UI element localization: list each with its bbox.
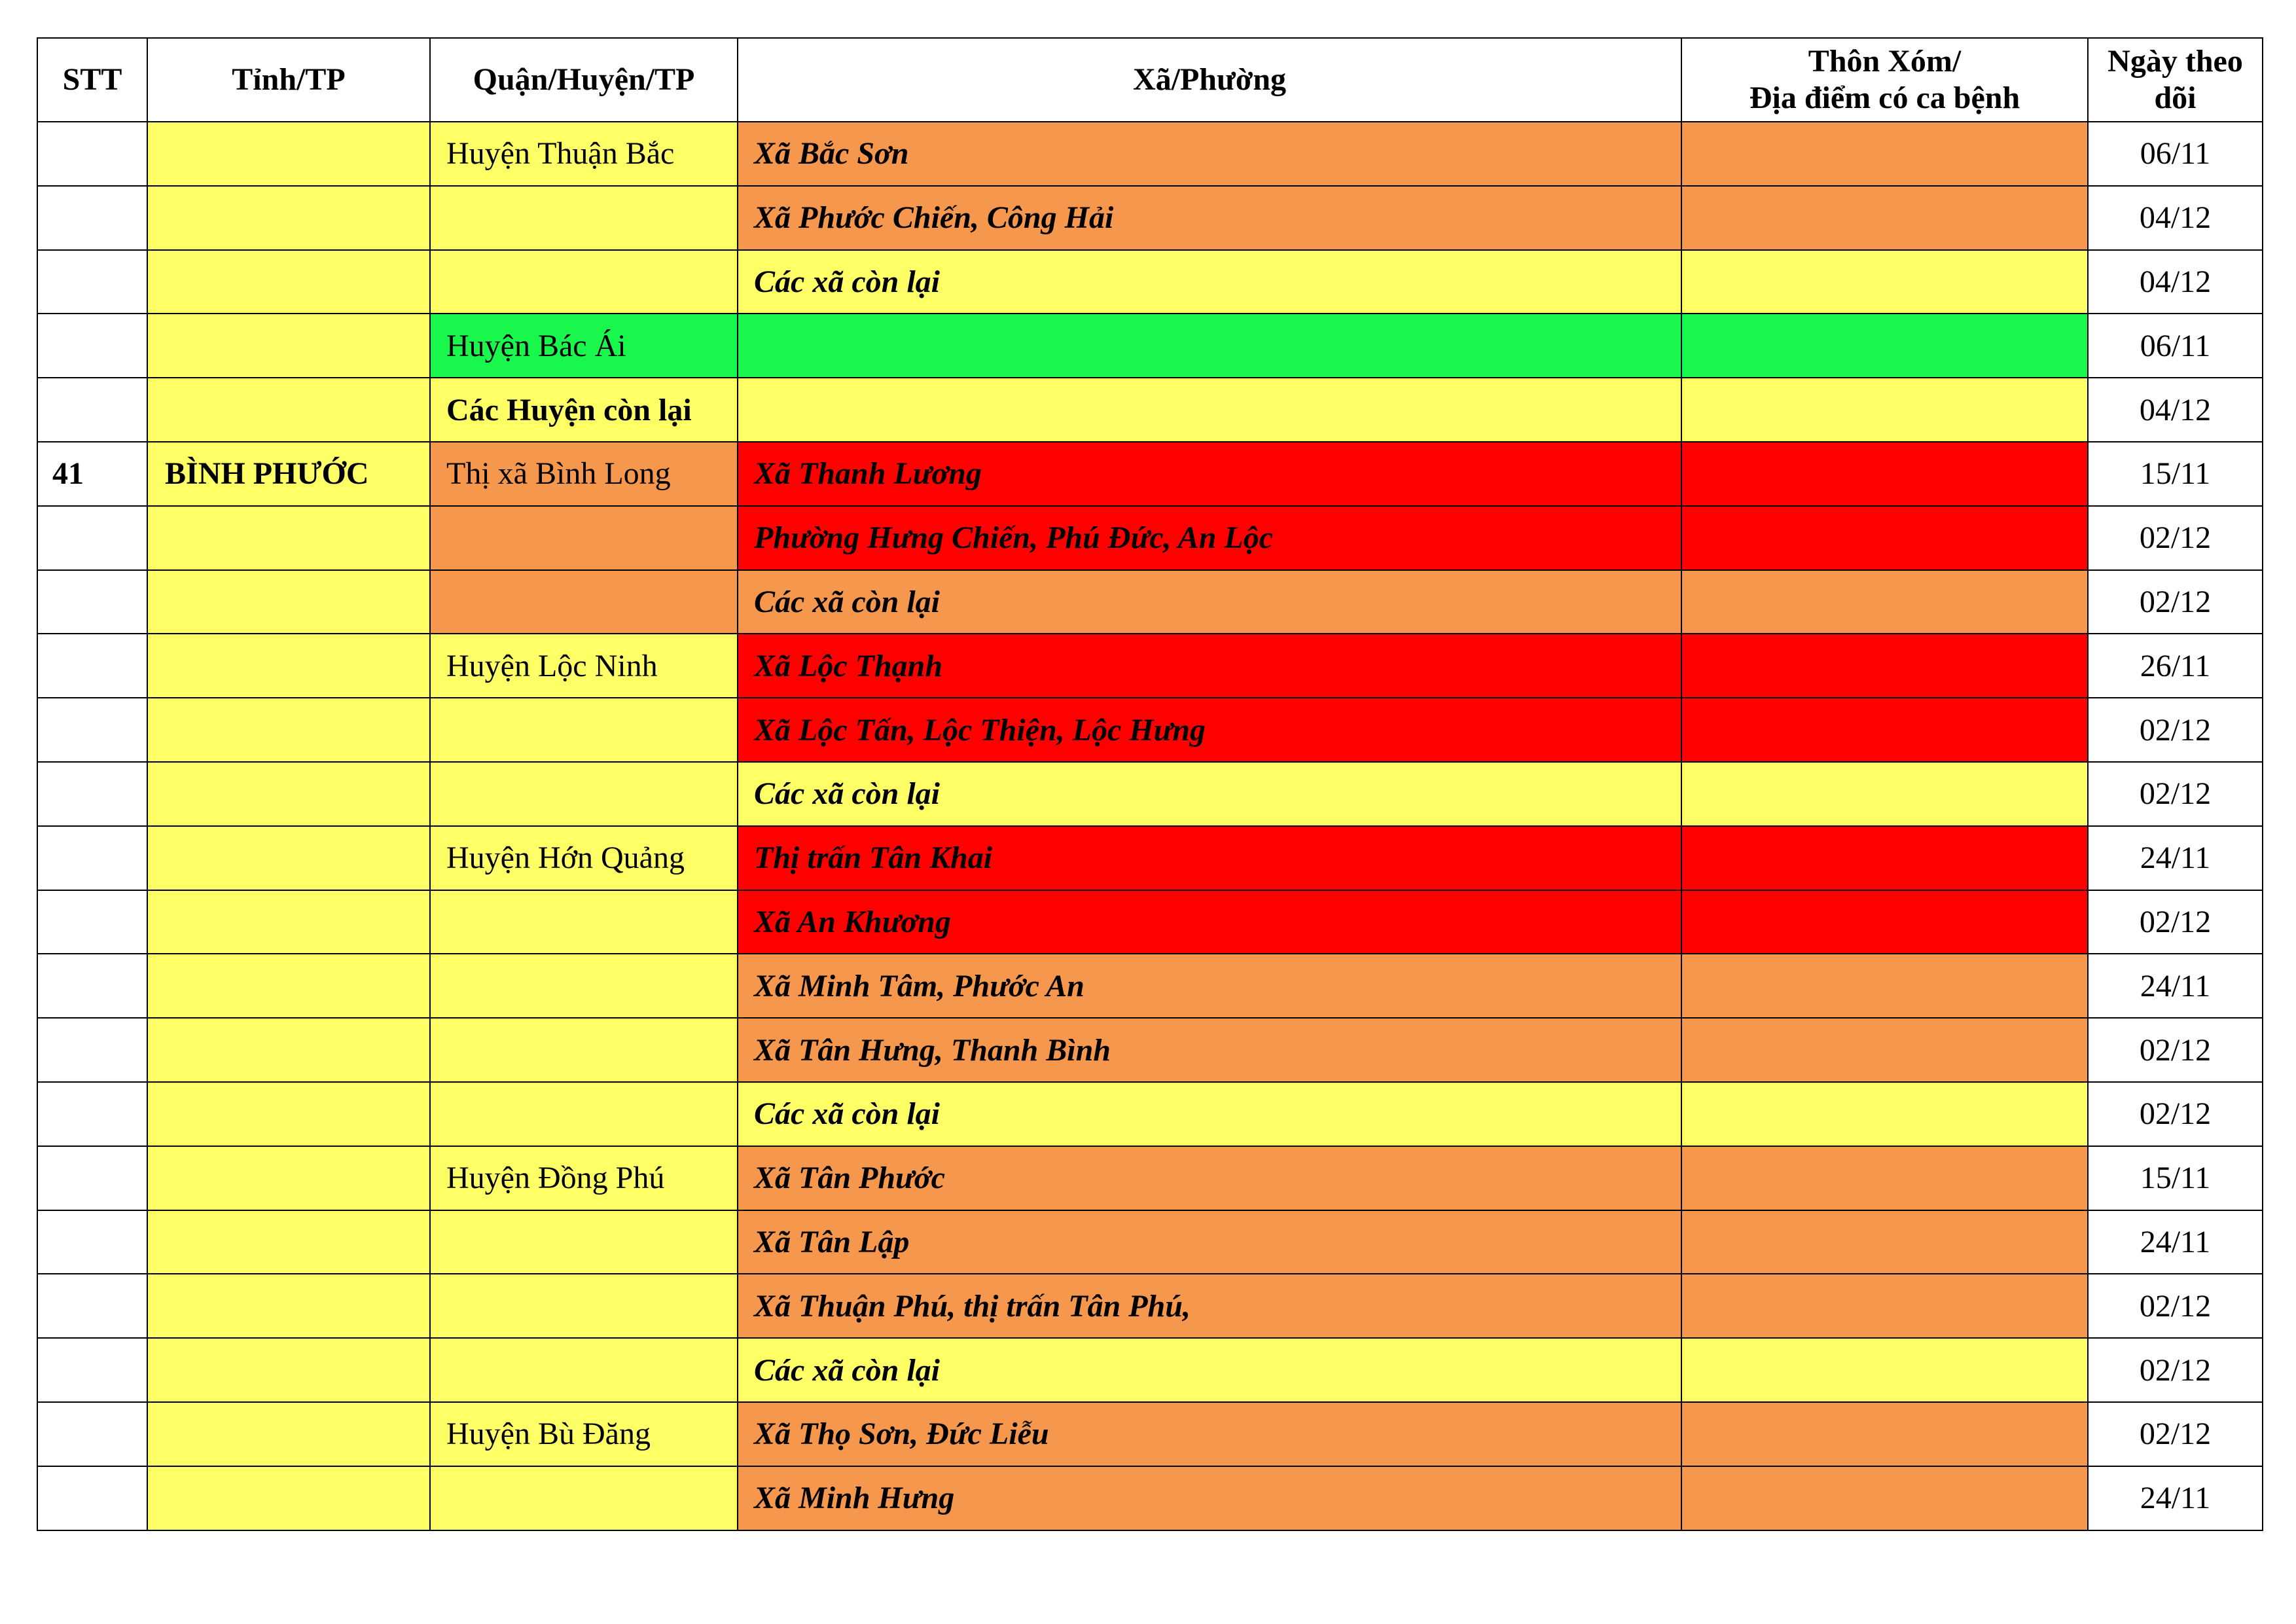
table-row [37,442,2263,506]
cell-stt [37,314,147,378]
cell-district [430,954,738,1018]
cell-ward [738,378,1681,442]
cell-province [147,1466,430,1530]
cell-district: Huyện Bác Ái [430,314,738,378]
table-row [37,122,2263,186]
cell-ward: Xã Phước Chiến, Công Hải [738,186,1681,250]
cell-province [147,954,430,1018]
cell-village [1681,954,2088,1018]
cell-ward: Xã Tân Hưng, Thanh Bình [738,1018,1681,1082]
cell-date: 02/12 [2088,1082,2263,1146]
cell-date: 04/12 [2088,378,2263,442]
cell-stt [37,122,147,186]
cell-stt [37,826,147,890]
cell-village [1681,250,2088,314]
cell-village [1681,762,2088,826]
header-village-line2: Địa điểm có ca bệnh [1749,81,2020,115]
cell-province [147,314,430,378]
cell-village [1681,1146,2088,1210]
header-stt: STT [37,38,147,122]
cell-date: 15/11 [2088,442,2263,506]
cell-district [430,698,738,762]
cell-stt [37,1018,147,1082]
cell-ward: Phường Hưng Chiến, Phú Đức, An Lộc [738,506,1681,570]
cell-village [1681,378,2088,442]
cell-ward: Xã Thanh Lương [738,442,1681,506]
header-row [37,38,2263,122]
table-row [37,1146,2263,1210]
cell-village [1681,442,2088,506]
cell-date: 02/12 [2088,698,2263,762]
cell-province [147,1402,430,1466]
covid-risk-table [37,37,2263,1531]
cell-date: 04/12 [2088,250,2263,314]
cell-date: 02/12 [2088,506,2263,570]
cell-province [147,1018,430,1082]
cell-province [147,1210,430,1274]
cell-district [430,1082,738,1146]
cell-date: 24/11 [2088,1210,2263,1274]
table-row [37,1338,2263,1402]
table-row [37,634,2263,698]
cell-village [1681,1082,2088,1146]
cell-province [147,1082,430,1146]
cell-district [430,506,738,570]
cell-stt [37,954,147,1018]
cell-date: 15/11 [2088,1146,2263,1210]
table-body [37,122,2263,1530]
cell-date: 24/11 [2088,1466,2263,1530]
cell-village [1681,506,2088,570]
cell-stt [37,1210,147,1274]
table-row [37,1274,2263,1338]
cell-stt [37,378,147,442]
cell-village [1681,570,2088,634]
cell-ward: Xã Minh Hưng [738,1466,1681,1530]
cell-province [147,890,430,954]
cell-village [1681,826,2088,890]
table-row [37,314,2263,378]
cell-stt [37,1466,147,1530]
cell-village [1681,890,2088,954]
cell-ward: Xã Tân Phước [738,1146,1681,1210]
cell-district [430,890,738,954]
cell-province [147,762,430,826]
table-row [37,826,2263,890]
table-row [37,1082,2263,1146]
cell-stt [37,1338,147,1402]
cell-village [1681,1402,2088,1466]
cell-district [430,570,738,634]
cell-ward [738,314,1681,378]
cell-district [430,1338,738,1402]
cell-village [1681,698,2088,762]
table-row [37,890,2263,954]
cell-district: Các Huyện còn lại [430,378,738,442]
cell-village [1681,1274,2088,1338]
cell-stt [37,1274,147,1338]
cell-village [1681,1338,2088,1402]
cell-district [430,1018,738,1082]
cell-province: BÌNH PHƯỚC [147,442,430,506]
cell-date: 02/12 [2088,890,2263,954]
cell-district [430,762,738,826]
cell-ward: Các xã còn lại [738,570,1681,634]
cell-date: 04/12 [2088,186,2263,250]
cell-ward: Xã Lộc Tấn, Lộc Thiện, Lộc Hưng [738,698,1681,762]
cell-ward: Xã Thọ Sơn, Đức Liễu [738,1402,1681,1466]
table-row [37,250,2263,314]
cell-district: Huyện Đồng Phú [430,1146,738,1210]
cell-village [1681,122,2088,186]
cell-stt: 41 [37,442,147,506]
table-row [37,698,2263,762]
table-row [37,954,2263,1018]
table-row [37,1466,2263,1530]
cell-district: Huyện Hớn Quảng [430,826,738,890]
cell-date: 24/11 [2088,826,2263,890]
cell-village [1681,186,2088,250]
cell-province [147,506,430,570]
cell-date: 02/12 [2088,1338,2263,1402]
cell-province [147,1274,430,1338]
table-row [37,378,2263,442]
cell-stt [37,698,147,762]
cell-ward: Các xã còn lại [738,1338,1681,1402]
header-date-line1: Ngày theo [2108,44,2243,79]
cell-village [1681,1210,2088,1274]
cell-date: 02/12 [2088,1018,2263,1082]
table-row [37,1210,2263,1274]
header-date-line2: dõi [2154,81,2197,115]
cell-date: 02/12 [2088,1274,2263,1338]
cell-ward: Xã Bắc Sơn [738,122,1681,186]
table-row [37,1018,2263,1082]
cell-date: 26/11 [2088,634,2263,698]
table-row [37,186,2263,250]
cell-province [147,378,430,442]
cell-village [1681,634,2088,698]
cell-date: 06/11 [2088,122,2263,186]
cell-ward: Xã Lộc Thạnh [738,634,1681,698]
cell-stt [37,762,147,826]
cell-district: Huyện Bù Đăng [430,1402,738,1466]
cell-province [147,250,430,314]
cell-district: Huyện Lộc Ninh [430,634,738,698]
cell-province [147,186,430,250]
cell-stt [37,186,147,250]
cell-district [430,1210,738,1274]
cell-ward: Xã Thuận Phú, thị trấn Tân Phú, [738,1274,1681,1338]
header-date [2088,38,2263,122]
header-village [1681,38,2088,122]
cell-district: Thị xã Bình Long [430,442,738,506]
cell-village [1681,1018,2088,1082]
cell-date: 24/11 [2088,954,2263,1018]
cell-province [147,1338,430,1402]
cell-date: 02/12 [2088,762,2263,826]
cell-district [430,1466,738,1530]
cell-district [430,186,738,250]
cell-stt [37,1082,147,1146]
cell-stt [37,570,147,634]
cell-date: 06/11 [2088,314,2263,378]
header-village-line1: Thôn Xóm/ [1808,44,1962,79]
cell-village [1681,314,2088,378]
cell-village [1681,1466,2088,1530]
cell-ward: Xã An Khương [738,890,1681,954]
cell-province [147,122,430,186]
cell-province [147,698,430,762]
cell-ward: Xã Tân Lập [738,1210,1681,1274]
cell-ward: Các xã còn lại [738,250,1681,314]
cell-province [147,570,430,634]
table-row [37,1402,2263,1466]
table-row [37,762,2263,826]
cell-province [147,826,430,890]
cell-ward: Xã Minh Tâm, Phước An [738,954,1681,1018]
cell-stt [37,1402,147,1466]
cell-stt [37,890,147,954]
cell-province [147,634,430,698]
cell-ward: Thị trấn Tân Khai [738,826,1681,890]
cell-stt [37,250,147,314]
cell-date: 02/12 [2088,570,2263,634]
cell-district [430,1274,738,1338]
header-province: Tỉnh/TP [147,38,430,122]
cell-district [430,250,738,314]
table-row [37,570,2263,634]
cell-stt [37,506,147,570]
cell-province [147,1146,430,1210]
cell-date: 02/12 [2088,1402,2263,1466]
header-district: Quận/Huyện/TP [430,38,738,122]
header-ward: Xã/Phường [738,38,1681,122]
cell-ward: Các xã còn lại [738,762,1681,826]
cell-ward: Các xã còn lại [738,1082,1681,1146]
table-row [37,506,2263,570]
cell-stt [37,1146,147,1210]
cell-district: Huyện Thuận Bắc [430,122,738,186]
cell-stt [37,634,147,698]
